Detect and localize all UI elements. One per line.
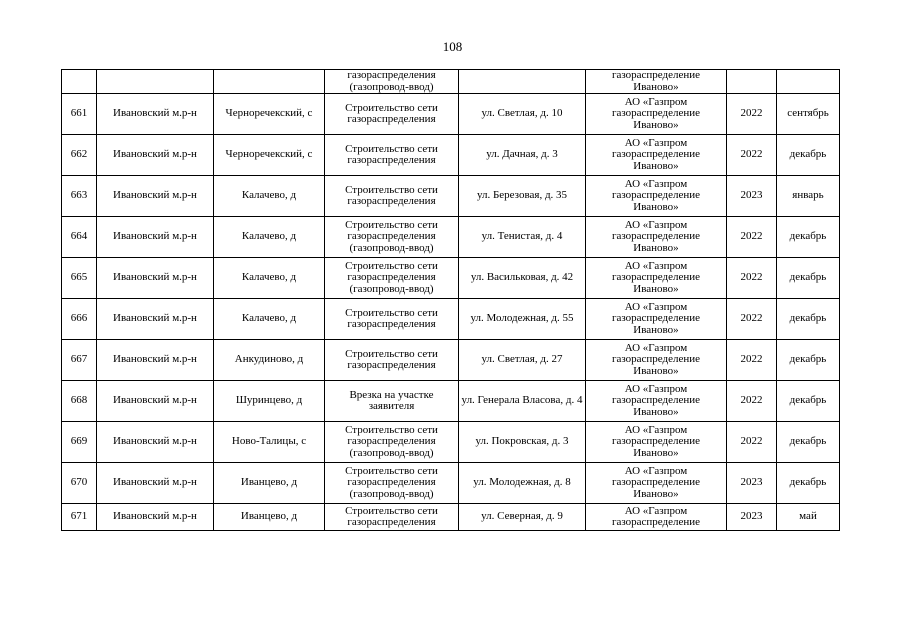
cell-locality: Черноречекский, с — [214, 135, 325, 176]
table-row — [62, 176, 840, 217]
cell-district — [97, 70, 214, 94]
cell-type: Строительство сети газораспределения — [325, 299, 459, 340]
table-row — [62, 463, 840, 504]
cell-num: 663 — [62, 176, 97, 217]
cell-num: 670 — [62, 463, 97, 504]
cell-month: декабрь — [777, 135, 840, 176]
cell-num: 669 — [62, 422, 97, 463]
cell-district: Ивановский м.р-н — [97, 463, 214, 504]
cell-month: сентябрь — [777, 94, 840, 135]
cell-year — [727, 70, 777, 94]
cell-num: 668 — [62, 381, 97, 422]
cell-locality — [214, 70, 325, 94]
table-row — [62, 504, 840, 531]
cell-year: 2022 — [727, 422, 777, 463]
table-row — [62, 94, 840, 135]
cell-year: 2022 — [727, 299, 777, 340]
cell-locality: Иванцево, д — [214, 504, 325, 531]
cell-locality: Калачево, д — [214, 299, 325, 340]
works-table — [61, 69, 840, 531]
cell-district: Ивановский м.р-н — [97, 258, 214, 299]
cell-locality: Анкудиново, д — [214, 340, 325, 381]
cell-num: 661 — [62, 94, 97, 135]
cell-month: декабрь — [777, 381, 840, 422]
cell-year: 2023 — [727, 176, 777, 217]
cell-type: Строительство сети газораспределения — [325, 135, 459, 176]
cell-num: 666 — [62, 299, 97, 340]
cell-num: 667 — [62, 340, 97, 381]
cell-district: Ивановский м.р-н — [97, 94, 214, 135]
cell-year: 2022 — [727, 258, 777, 299]
table-row — [62, 299, 840, 340]
cell-num: 664 — [62, 217, 97, 258]
cell-address — [459, 70, 586, 94]
cell-district: Ивановский м.р-н — [97, 176, 214, 217]
table-row — [62, 340, 840, 381]
cell-month: декабрь — [777, 422, 840, 463]
cell-locality: Калачево, д — [214, 258, 325, 299]
cell-org: АО «Газпром газораспределение Иваново» — [586, 463, 727, 504]
page-number: 108 — [442, 39, 463, 54]
cell-year: 2023 — [727, 463, 777, 504]
cell-district: Ивановский м.р-н — [97, 381, 214, 422]
cell-month — [777, 70, 840, 94]
cell-num — [62, 70, 97, 94]
cell-address: ул. Светлая, д. 27 — [459, 340, 586, 381]
cell-year: 2023 — [727, 504, 777, 531]
cell-org: АО «Газпром газораспределение Иваново» — [586, 299, 727, 340]
cell-month: январь — [777, 176, 840, 217]
cell-num: 665 — [62, 258, 97, 299]
cell-locality: Черноречекский, с — [214, 94, 325, 135]
table-row — [62, 381, 840, 422]
cell-type: Строительство сети газораспределения — [325, 176, 459, 217]
cell-district: Ивановский м.р-н — [97, 217, 214, 258]
table-row-continuation — [62, 70, 840, 94]
cell-year: 2022 — [727, 94, 777, 135]
cell-org: АО «Газпром газораспределение Иваново» — [586, 340, 727, 381]
cell-month: декабрь — [777, 463, 840, 504]
cell-type: газораспределения (газопровод-ввод) — [325, 70, 459, 94]
cell-district: Ивановский м.р-н — [97, 340, 214, 381]
cell-type: Строительство сети газораспределения (газопровод-ввод) — [325, 217, 459, 258]
table-row — [62, 135, 840, 176]
cell-num: 671 — [62, 504, 97, 531]
cell-district: Ивановский м.р-н — [97, 422, 214, 463]
cell-locality: Калачево, д — [214, 217, 325, 258]
cell-locality: Калачево, д — [214, 176, 325, 217]
cell-org: АО «Газпром газораспределение Иваново» — [586, 422, 727, 463]
cell-locality: Шуринцево, д — [214, 381, 325, 422]
cell-district: Ивановский м.р-н — [97, 299, 214, 340]
cell-address: ул. Покровская, д. 3 — [459, 422, 586, 463]
cell-type: Строительство сети газораспределения (газопровод-ввод) — [325, 422, 459, 463]
cell-address: ул. Васильковая, д. 42 — [459, 258, 586, 299]
cell-org: АО «Газпром газораспределение Иваново» — [586, 381, 727, 422]
cell-type: Строительство сети газораспределения — [325, 504, 459, 531]
cell-year: 2022 — [727, 135, 777, 176]
cell-district: Ивановский м.р-н — [97, 135, 214, 176]
cell-org: АО «Газпром газораспределение Иваново» — [586, 94, 727, 135]
cell-locality: Иванцево, д — [214, 463, 325, 504]
cell-month: декабрь — [777, 299, 840, 340]
cell-address: ул. Тенистая, д. 4 — [459, 217, 586, 258]
cell-type: Строительство сети газораспределения (газопровод-ввод) — [325, 463, 459, 504]
cell-org: АО «Газпром газораспределение Иваново» — [586, 135, 727, 176]
cell-address: ул. Молодежная, д. 55 — [459, 299, 586, 340]
cell-num: 662 — [62, 135, 97, 176]
cell-address: ул. Генерала Власова, д. 4 — [459, 381, 586, 422]
cell-year: 2022 — [727, 340, 777, 381]
cell-year: 2022 — [727, 217, 777, 258]
cell-org: АО «Газпром газораспределение Иваново» — [586, 217, 727, 258]
cell-org: АО «Газпром газораспределение — [586, 504, 727, 531]
cell-address: ул. Березовая, д. 35 — [459, 176, 586, 217]
table-row — [62, 217, 840, 258]
cell-type: Врезка на участке заявителя — [325, 381, 459, 422]
cell-month: декабрь — [777, 340, 840, 381]
cell-type: Строительство сети газораспределения — [325, 340, 459, 381]
cell-month: декабрь — [777, 258, 840, 299]
cell-year: 2022 — [727, 381, 777, 422]
cell-locality: Ново-Талицы, с — [214, 422, 325, 463]
table-row — [62, 258, 840, 299]
cell-address: ул. Светлая, д. 10 — [459, 94, 586, 135]
cell-org: АО «Газпром газораспределение Иваново» — [586, 258, 727, 299]
cell-org: АО «Газпром газораспределение Иваново» — [586, 176, 727, 217]
cell-month: май — [777, 504, 840, 531]
cell-address: ул. Молодежная, д. 8 — [459, 463, 586, 504]
cell-type: Строительство сети газораспределения (газопровод-ввод) — [325, 258, 459, 299]
cell-org: газораспределение Иваново» — [586, 70, 727, 94]
cell-type: Строительство сети газораспределения — [325, 94, 459, 135]
table-row — [62, 422, 840, 463]
cell-district: Ивановский м.р-н — [97, 504, 214, 531]
cell-address: ул. Дачная, д. 3 — [459, 135, 586, 176]
cell-month: декабрь — [777, 217, 840, 258]
cell-address: ул. Северная, д. 9 — [459, 504, 586, 531]
